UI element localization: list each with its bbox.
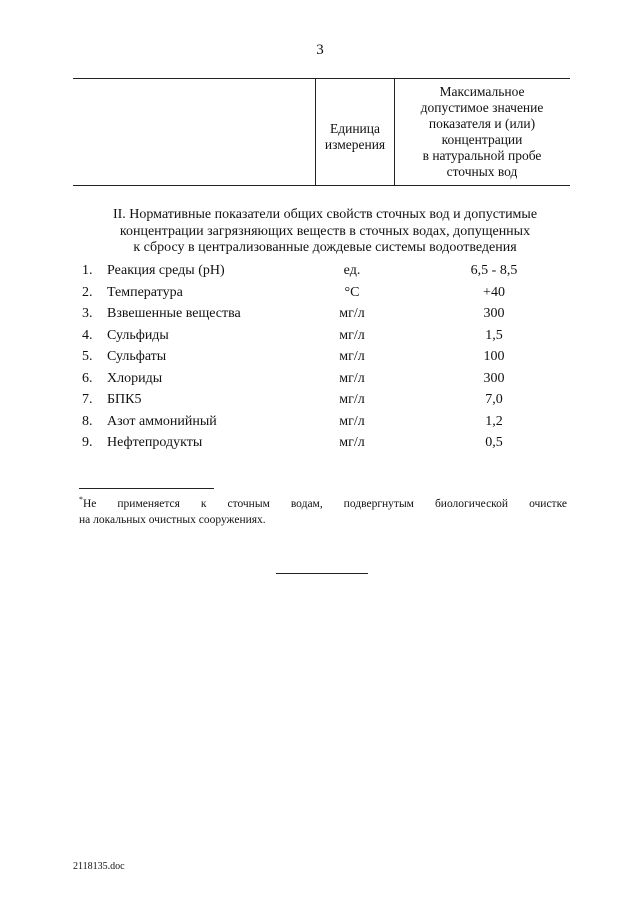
list-item (82, 303, 582, 325)
item-unit: мг/л (339, 327, 365, 343)
item-unit: ед. (343, 263, 361, 278)
document-filename: 2118135.doc (73, 861, 125, 872)
item-value: 0,5 (485, 435, 503, 450)
header-max-value-line: сточных вод (446, 164, 518, 179)
item-unit: мг/л (339, 306, 365, 321)
item-name: Хлориды (107, 370, 163, 386)
item-number: 4. (82, 327, 93, 343)
item-unit: мг/л (339, 370, 365, 386)
header-max-value-line: в натуральной пробе (422, 148, 542, 163)
item-value: 1,5 (485, 327, 503, 343)
item-unit: мг/л (339, 413, 365, 429)
item-number: 3. (82, 306, 93, 321)
footnote-text-line2: на локальных очистных сооружениях. (79, 514, 266, 526)
item-number: 2. (82, 284, 93, 300)
item-value: +40 (483, 284, 505, 300)
list-item (82, 389, 582, 411)
list-item (82, 368, 582, 390)
footnote-divider (79, 488, 214, 489)
item-value: 7,0 (485, 392, 503, 407)
item-value: 100 (483, 349, 505, 364)
list-item (82, 325, 582, 347)
header-unit-column (315, 79, 395, 185)
item-value: 300 (483, 306, 505, 321)
item-number: 9. (82, 435, 93, 450)
item-name: Сульфиды (107, 327, 169, 343)
indicator-list (82, 260, 582, 454)
header-max-value-line: показателя и (или) (428, 116, 536, 131)
item-unit: °С (344, 284, 360, 300)
page-number: 3 (316, 42, 324, 58)
section-title-line: концентрации загрязняющих веществ в сточных водах, допущенных (119, 223, 531, 239)
list-item (82, 346, 582, 368)
table-header (73, 78, 570, 186)
item-name: Сульфаты (107, 349, 167, 364)
item-number: 1. (82, 263, 93, 278)
footnote (79, 492, 567, 528)
footnote-text-line1: Не применяется к сточным водам, подвергнутым биологической очистке (83, 498, 567, 510)
list-item (82, 260, 582, 282)
item-value: 6,5 - 8,5 (470, 263, 518, 278)
item-name: Взвешенные вещества (107, 306, 241, 321)
list-item (82, 432, 582, 454)
header-max-value-line: концентрации (441, 132, 523, 147)
item-name: Нефтепродукты (107, 435, 203, 450)
item-name: Температура (107, 284, 183, 300)
section-title-line: к сбросу в централизованные дождевые системы водоотведения (133, 240, 517, 255)
header-max-value-line: Максимальное (439, 84, 525, 99)
header-max-value-column (394, 79, 570, 185)
item-number: 8. (82, 413, 93, 429)
section-title-line: II. Нормативные показатели общих свойств сточных вод и допустимые (112, 207, 538, 222)
item-value: 300 (483, 370, 505, 386)
item-number: 5. (82, 349, 93, 364)
list-item (82, 282, 582, 304)
footnote-line (79, 492, 567, 512)
item-number: 7. (82, 392, 93, 407)
header-unit-line: измерения (324, 137, 386, 152)
item-unit: мг/л (339, 349, 365, 364)
footnote-marker: * (79, 495, 83, 504)
item-value: 1,2 (485, 413, 503, 429)
item-name: БПК5 (107, 392, 142, 407)
item-unit: мг/л (339, 435, 365, 450)
header-max-value-line: допустимое значение (420, 100, 544, 115)
list-item (82, 411, 582, 433)
item-name: Реакция среды (pH) (107, 263, 225, 278)
item-name: Азот аммонийный (107, 413, 217, 429)
item-unit: мг/л (339, 392, 365, 407)
item-number: 6. (82, 370, 93, 386)
end-divider (276, 573, 368, 574)
header-unit-line: Единица (329, 121, 380, 136)
section-title (80, 207, 570, 257)
